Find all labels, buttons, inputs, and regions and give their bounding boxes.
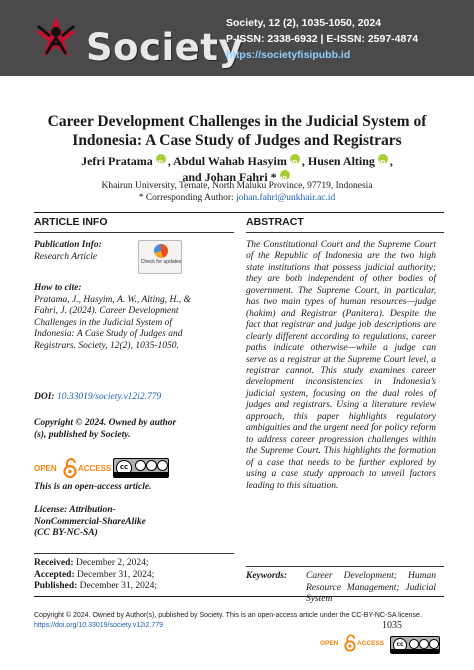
abstract-rule: [246, 232, 444, 233]
how-to-cite: [34, 283, 194, 352]
footer-doi-link[interactable]: https://doi.org/10.33019/society.v12i2.779: [34, 622, 164, 629]
cc-icon: cc: [116, 460, 132, 476]
license-text: License: Attribution-NonCommercial-ShareAlike (CC BY-NC-SA): [34, 505, 146, 538]
author-name: Abdul Wahab Hasyim: [173, 154, 287, 168]
doi: [34, 392, 214, 404]
corresponding-author: [30, 192, 444, 204]
access-label: ACCESS: [78, 464, 112, 473]
check-for-updates-button[interactable]: [138, 240, 182, 274]
article-title: Career Development Challenges in the Judicial System of Indonesia: A Case Study of Judges and Registrars: [47, 113, 427, 149]
published-date: December 31, 2024;: [79, 581, 157, 591]
received-label: Received:: [34, 558, 74, 568]
footer-nc-icon: [419, 639, 429, 649]
orcid-icon[interactable]: [378, 154, 388, 164]
footer-open-access-logo: [320, 634, 385, 652]
author-name: Husen Alting: [307, 154, 375, 168]
journal-header: [0, 0, 474, 76]
corresponding-email-link[interactable]: johan.fahri@unkhair.ac.id: [236, 193, 336, 203]
accepted-label: Accepted:: [34, 569, 75, 580]
orcid-icon[interactable]: [280, 170, 290, 180]
footer-cc-strip: [391, 649, 439, 653]
citation-text: Pratama, J., Hasyim, A. W., Alting, H., & Fahri, J. (2024). Career Development Challenges in the Judicial System of Indonesia: A Case Study of Judges and Registrars. Society, 12(2), 1035-1050.: [34, 294, 191, 351]
abstract-text: The Constitutional Court and the Supreme Court of the Republic of Indonesia are the two high state institutions that possess judicial authority; they are both independent of other bodies of government. The Supreme Court, in particular, has two main types of human resources—judge (hakim) and Registrar (Panitera). Despite the fact that registrar and judge job descriptions are clearly different according to regulations, career paths indicate otherwise—while a judge can serve as a registrar at the Supreme Court level, a registrar cannot. This study examines career development inconsistencies in Indonesia’s judicial system, focusing on the dual roles of judges and registrars. Using a literature review approach, this paper highlights regulatory ambiguities and the urgent need for policy reform to address career progression challenges within the Supreme Court. This highlights the formation of a case that needs to be further explored by using a case study approach to unveil factors leading to this situation.: [246, 240, 436, 491]
author-separator: ,: [389, 154, 393, 168]
open-access-lock-icon: [63, 458, 77, 478]
check-updates-label: Check for updates: [140, 259, 182, 265]
footer-by-icon: [409, 639, 419, 649]
article-info-heading: ARTICLE INFO: [34, 216, 108, 228]
footer-copyright: Copyright © 2024. Owned by Author(s), published by Society. This is an open-access article under the CC-BY-NC-SA license.: [34, 612, 422, 619]
publication-info: [34, 240, 134, 263]
keywords-text: Career Development; Human Resource Management; Judicial System: [306, 571, 436, 604]
journal-url-link[interactable]: https://societyfisipubb.id: [226, 49, 351, 61]
corresponding-label: * Corresponding Author:: [138, 193, 234, 203]
journal-issn: P-ISSN: 2338-6932 | E-ISSN: 2597-4874: [226, 33, 419, 45]
abstract-heading: ABSTRACT: [246, 216, 304, 228]
journal-logo-text: Society: [86, 26, 244, 69]
author-separator: ,: [167, 154, 174, 168]
orcid-icon[interactable]: [290, 154, 300, 164]
footer-cc-badge[interactable]: [390, 636, 440, 654]
footer-sa-icon: [429, 639, 439, 649]
author-name: Jefri Pratama: [81, 154, 153, 168]
article-info-rule: [34, 232, 234, 233]
published-label: Published:: [34, 581, 78, 591]
section-top-rule: [34, 212, 444, 213]
keywords-label: Keywords:: [246, 571, 288, 581]
section-bottom-rule: [34, 596, 444, 597]
sa-icon: [157, 460, 168, 471]
open-label: OPEN: [34, 464, 57, 473]
footer-open-label: OPEN: [320, 640, 339, 647]
check-updates-icon: [154, 244, 168, 258]
society-logo-icon: [30, 14, 82, 62]
orcid-icon[interactable]: [156, 154, 166, 164]
doi-label: DOI:: [34, 392, 55, 402]
footer-cc-icon: cc: [393, 638, 407, 652]
open-access-logo: [34, 458, 112, 478]
journal-info: [226, 15, 462, 63]
footer-access-label: ACCESS: [357, 640, 385, 647]
received-date: December 2, 2024;: [75, 558, 149, 568]
footer-lock-icon: [344, 634, 356, 652]
pub-info-label: Publication Info:: [34, 240, 102, 250]
affiliation: Khairun University, Ternate, North Maluku Province, 97719, Indonesia: [101, 181, 373, 191]
cc-license-badge[interactable]: [113, 458, 169, 478]
nc-icon: [146, 460, 157, 471]
page-number: 1035: [382, 620, 402, 631]
keywords-rule: [246, 566, 444, 567]
doi-link[interactable]: 10.33019/society.v12i2.779: [56, 392, 162, 402]
accepted-date: December 31, 2024;: [77, 569, 155, 580]
open-access-note: This is an open-access article.: [34, 482, 152, 492]
author-name: and Johan Fahri *: [182, 170, 277, 184]
journal-citation: Society, 12 (2), 1035-1050, 2024: [226, 17, 382, 29]
author-separator: ,: [301, 154, 308, 168]
cc-badge-strip: [114, 472, 168, 477]
pub-info-value: Research Article: [34, 251, 98, 262]
by-icon: [135, 460, 146, 471]
copyright-note: Copyright © 2024. Owned by author (s), published by Society.: [34, 418, 177, 440]
how-to-cite-label: How to cite:: [34, 283, 82, 293]
dates-rule: [34, 553, 234, 554]
article-dates: [34, 558, 234, 593]
